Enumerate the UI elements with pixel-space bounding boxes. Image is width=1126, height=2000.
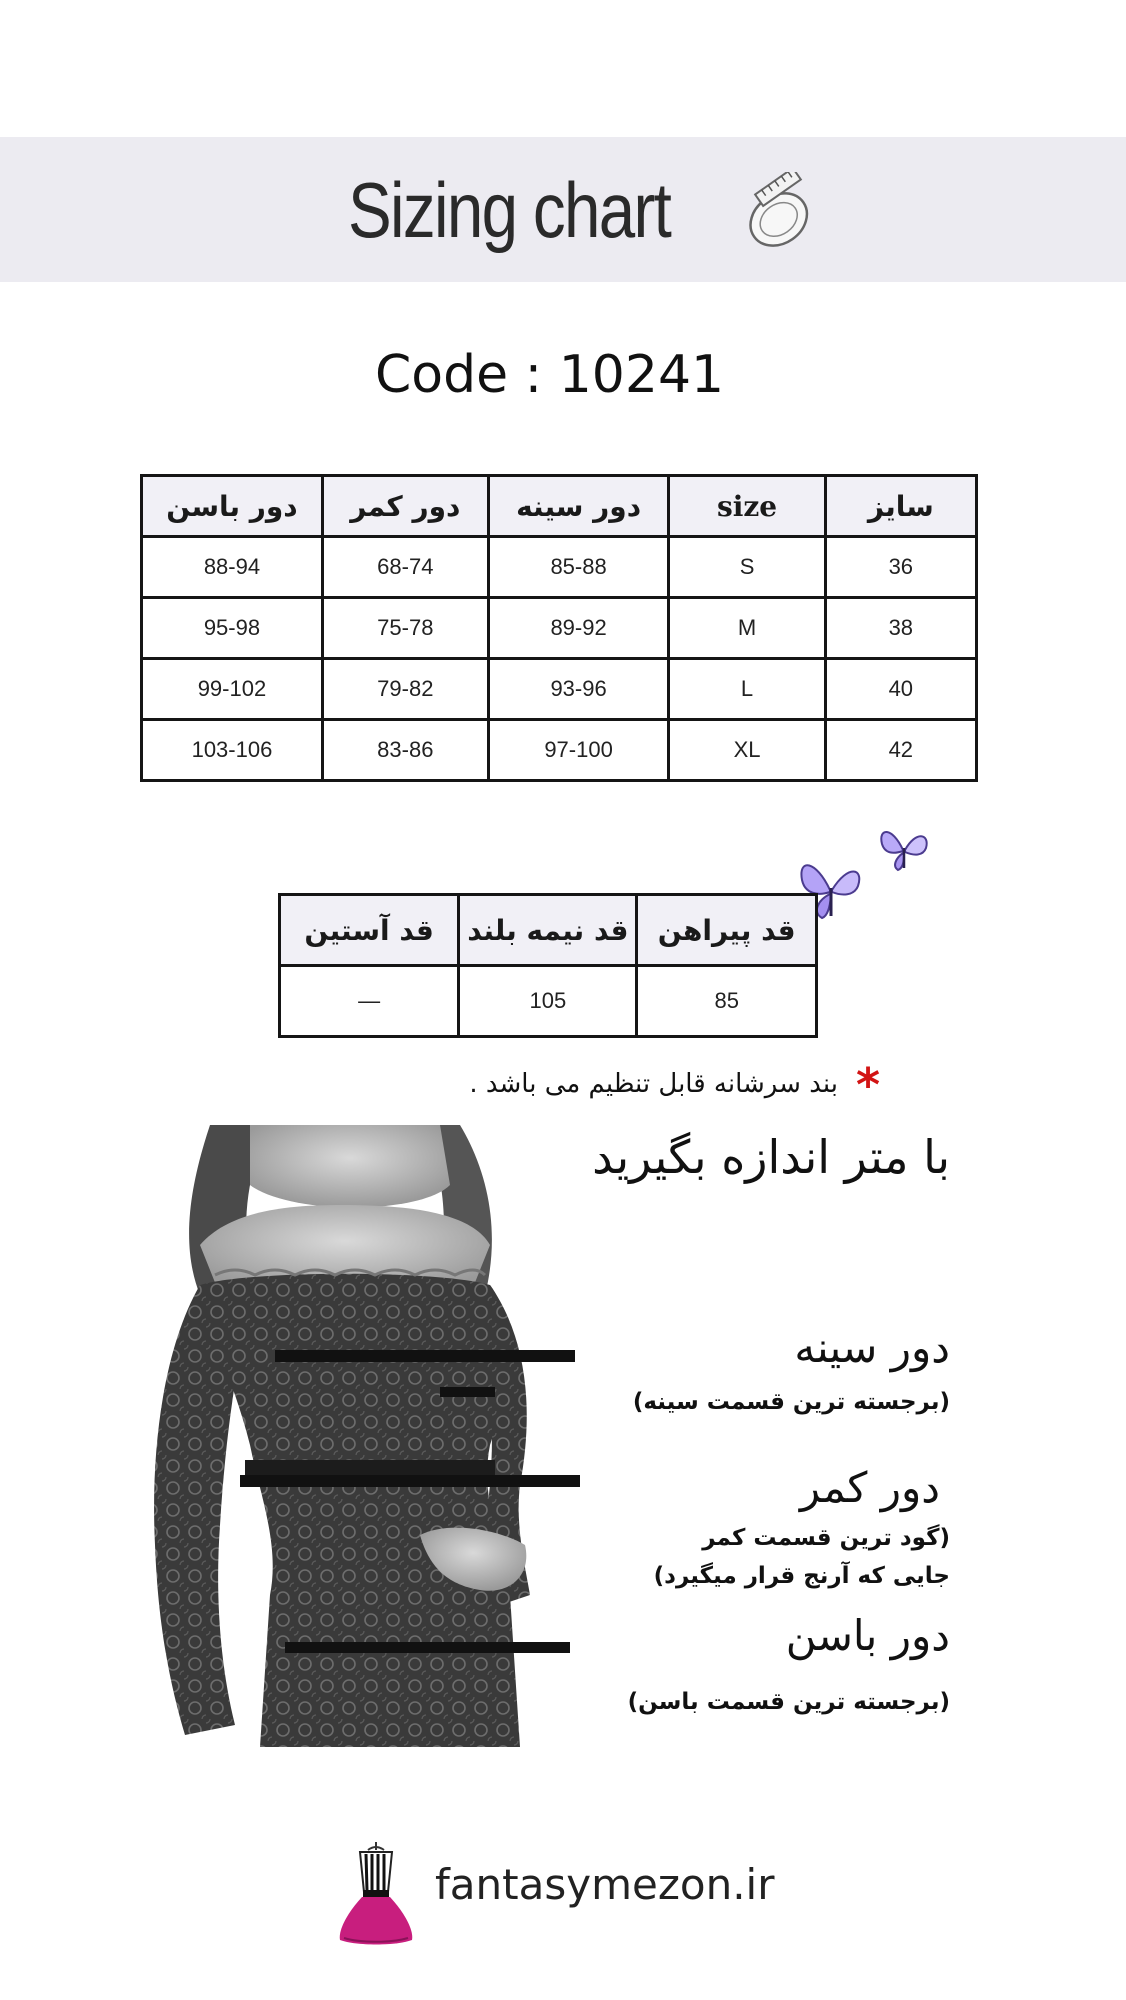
cell-size-latin: S bbox=[669, 537, 825, 598]
cell-size-latin: L bbox=[669, 659, 825, 720]
product-code: Code : 10241 bbox=[375, 345, 725, 405]
note-text: بند سرشانه قابل تنظیم می باشد . bbox=[469, 1069, 838, 1099]
hip-label: دور باسن bbox=[785, 1611, 950, 1660]
header-dress-length: قد پیراهن bbox=[637, 895, 817, 966]
model-photo bbox=[140, 1125, 580, 1747]
waist-description-line2: جایی که آرنج قرار میگیرد) bbox=[653, 1563, 950, 1589]
header-sleeve-length: قد آستین bbox=[280, 895, 459, 966]
cell-midi-length: 105 bbox=[459, 966, 637, 1037]
table-row bbox=[142, 659, 977, 720]
cell-hip: 88-94 bbox=[142, 537, 323, 598]
cell-size-number: 38 bbox=[825, 598, 976, 659]
cell-bust: 97-100 bbox=[488, 720, 669, 781]
cell-hip: 95-98 bbox=[142, 598, 323, 659]
measure-heading: با متر اندازه بگیرید bbox=[592, 1130, 950, 1184]
page-title: Sizing chart bbox=[348, 166, 671, 254]
header-bust: دور سینه bbox=[488, 476, 669, 537]
header-size-number: سایز bbox=[825, 476, 976, 537]
size-table bbox=[140, 474, 978, 782]
header-hip: دور باسن bbox=[142, 476, 323, 537]
header-waist: دور کمر bbox=[322, 476, 488, 537]
cell-hip: 99-102 bbox=[142, 659, 323, 720]
table-row bbox=[142, 720, 977, 781]
cell-size-latin: XL bbox=[669, 720, 825, 781]
length-table-header bbox=[280, 895, 817, 966]
cell-size-latin: M bbox=[669, 598, 825, 659]
cell-sleeve-length: — bbox=[280, 966, 459, 1037]
cell-size-number: 42 bbox=[825, 720, 976, 781]
table-row bbox=[142, 598, 977, 659]
table-row bbox=[142, 537, 977, 598]
waist-description-line1: (گود ترین قسمت کمر bbox=[702, 1525, 950, 1551]
asterisk-icon: * bbox=[855, 1057, 880, 1112]
cell-bust: 89-92 bbox=[488, 598, 669, 659]
cell-waist: 79-82 bbox=[322, 659, 488, 720]
cell-waist: 68-74 bbox=[322, 537, 488, 598]
bust-label: دور سینه bbox=[794, 1323, 950, 1372]
cell-bust: 93-96 bbox=[488, 659, 669, 720]
header-size-latin: size bbox=[669, 476, 825, 537]
size-table-header bbox=[142, 476, 977, 537]
header-midi-length: قد نیمه بلند bbox=[459, 895, 637, 966]
measuring-tape-icon bbox=[732, 172, 822, 262]
hip-description: (برجسته ترین قسمت باسن) bbox=[627, 1689, 950, 1715]
cell-waist: 75-78 bbox=[322, 598, 488, 659]
table-row bbox=[280, 966, 817, 1037]
dress-logo-icon bbox=[336, 1842, 416, 1947]
shoulder-strap-note bbox=[420, 1057, 880, 1112]
bust-description: (برجسته ترین قسمت سینه) bbox=[632, 1389, 950, 1415]
cell-size-number: 40 bbox=[825, 659, 976, 720]
cell-size-number: 36 bbox=[825, 537, 976, 598]
butterfly-icon bbox=[876, 820, 932, 876]
waist-label: دور کمر bbox=[799, 1463, 940, 1512]
cell-dress-length: 85 bbox=[637, 966, 817, 1037]
site-url: fantasymezon.ir bbox=[435, 1860, 775, 1909]
cell-bust: 85-88 bbox=[488, 537, 669, 598]
cell-hip: 103-106 bbox=[142, 720, 323, 781]
cell-waist: 83-86 bbox=[322, 720, 488, 781]
length-table bbox=[278, 893, 818, 1038]
